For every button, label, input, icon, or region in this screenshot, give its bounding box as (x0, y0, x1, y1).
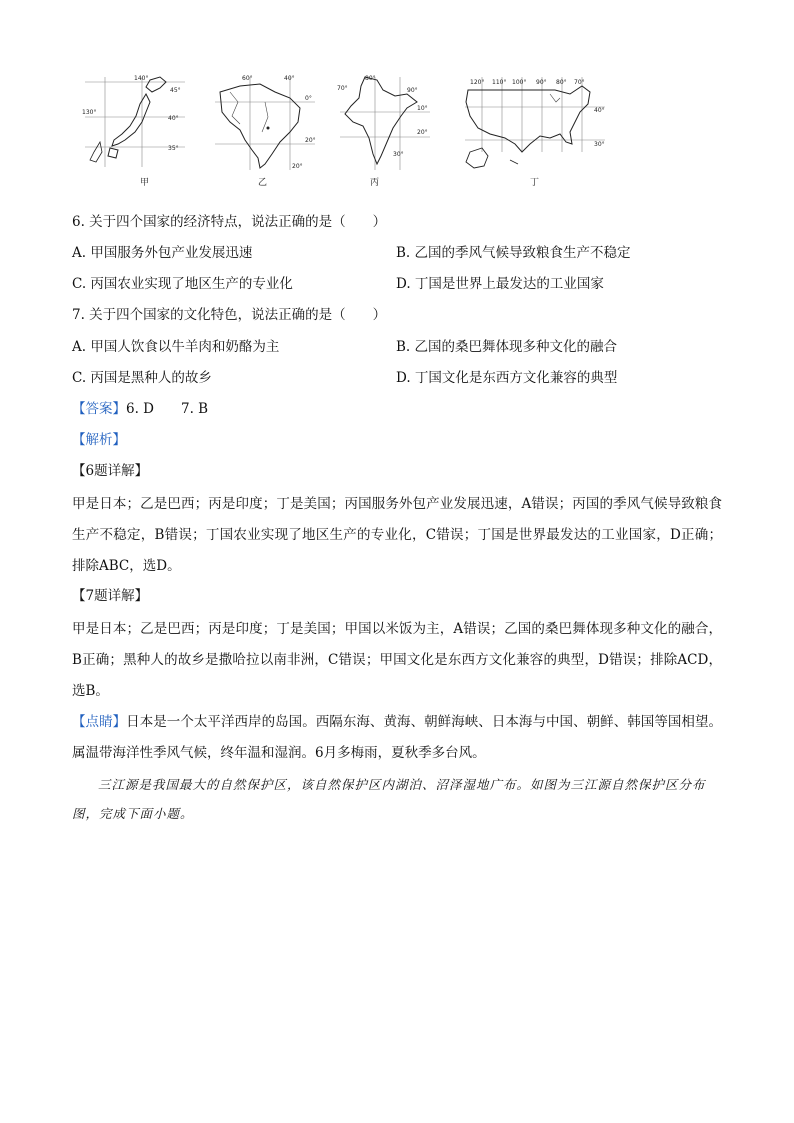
map-india-deg-4: 10° (417, 105, 428, 112)
map-usa-deg-8: 30° (594, 141, 605, 148)
map-japan-deg-1: 140° (134, 75, 149, 82)
detail-6-heading: 【6题详解】 (72, 463, 149, 479)
map-india-deg-6: 30° (393, 151, 404, 158)
answer-value: 6. D 7. B (126, 401, 209, 417)
question-6-option-a: A. 甲国服务外包产业发展迅速 (72, 245, 253, 261)
map-india-deg-3: 90° (407, 87, 418, 94)
map-brazil-deg-3: 0° (305, 95, 312, 102)
question-7-stem: 7. 关于四个国家的文化特色，说法正确的是（ ） (72, 307, 387, 323)
detail-7-text: 甲是日本；乙是巴西；丙是印度；丁是美国；甲国以米饭为主，A错误；乙国的桑巴舞体现多种文化的融合，B正确；黑种人的故乡是撒哈拉以南非洲，C错误；甲国文化是东西方文化兼容的典型，D错误；排除ACD，选B。 (72, 621, 722, 699)
map-japan-label: 甲 (140, 178, 150, 188)
question-6-option-d: D. 丁国是世界上最发达的工业国家 (396, 276, 604, 292)
map-brazil-label: 乙 (258, 178, 268, 188)
map-usa-deg-4: 90° (536, 79, 547, 86)
question-6-stem: 6. 关于四个国家的经济特点，说法正确的是（ ） (72, 214, 387, 230)
map-brazil-deg-1: 60° (242, 75, 253, 82)
map-brazil (210, 72, 320, 187)
question-7-option-b: B. 乙国的桑巴舞体现多种文化的融合 (396, 339, 618, 355)
question-7-option-a: A. 甲国人饮食以牛羊肉和奶酪为主 (72, 339, 280, 355)
question-6-option-b: B. 乙国的季风气候导致粮食生产不稳定 (396, 245, 631, 261)
analysis-label: 【解析】 (72, 432, 126, 448)
question-7-option-c: C. 丙国是黑种人的故乡 (72, 370, 212, 386)
map-usa-deg-7: 40° (594, 107, 605, 114)
map-japan-deg-2: 45° (170, 87, 181, 94)
tip-text: 日本是一个太平洋西岸的岛国。西隔东海、黄海、朝鲜海峡、日本海与中国、朝鲜、韩国等国相望。属温带海洋性季风气候，终年温和湿润。6月多梅雨，夏秋季多台风。 (72, 714, 723, 761)
tip-block (72, 707, 722, 769)
detail-7-heading: 【7题详解】 (72, 588, 149, 604)
map-usa (460, 72, 610, 187)
map-usa-label: 丁 (530, 178, 540, 188)
answer-line (72, 399, 208, 419)
question-6-option-c: C. 丙国农业实现了地区生产的专业化 (72, 276, 293, 292)
map-india-label: 丙 (370, 178, 380, 188)
map-india (335, 72, 435, 187)
country-maps-figure (80, 72, 720, 187)
map-usa-deg-2: 110° (492, 79, 507, 86)
map-brazil-deg-5: 20° (292, 163, 303, 170)
map-usa-deg-5: 80° (556, 79, 567, 86)
map-japan-deg-4: 40° (168, 115, 179, 122)
tip-label: 【点睛】 (72, 714, 127, 730)
map-brazil-deg-2: 40° (284, 75, 295, 82)
next-question-intro: 三江源是我国最大的自然保护区，该自然保护区内湖泊、沼泽湿地广布。如图为三江源自然保护区分布图，完成下面小题。 (72, 777, 706, 821)
answer-label: 【答案】 (72, 401, 126, 417)
map-india-deg-5: 20° (417, 129, 428, 136)
map-brazil-deg-4: 20° (305, 137, 316, 144)
map-india-deg-1: 80° (365, 75, 376, 82)
map-japan-deg-5: 35° (168, 145, 179, 152)
detail-6-text: 甲是日本；乙是巴西；丙是印度；丁是美国；丙国服务外包产业发展迅速，A错误；丙国的季风气候导致粮食生产不稳定，B错误；丁国农业实现了地区生产的专业化，C错误；丁国是世界最发达的工业国家，D正确；排除ABC，选D。 (72, 496, 722, 574)
map-usa-deg-6: 70° (574, 79, 585, 86)
question-7-option-d: D. 丁国文化是东西方文化兼容的典型 (396, 370, 618, 386)
map-japan (80, 72, 190, 187)
map-usa-deg-1: 120° (470, 79, 485, 86)
map-usa-deg-3: 100° (512, 79, 527, 86)
map-japan-deg-3: 130° (82, 109, 97, 116)
map-india-deg-2: 70° (337, 85, 348, 92)
